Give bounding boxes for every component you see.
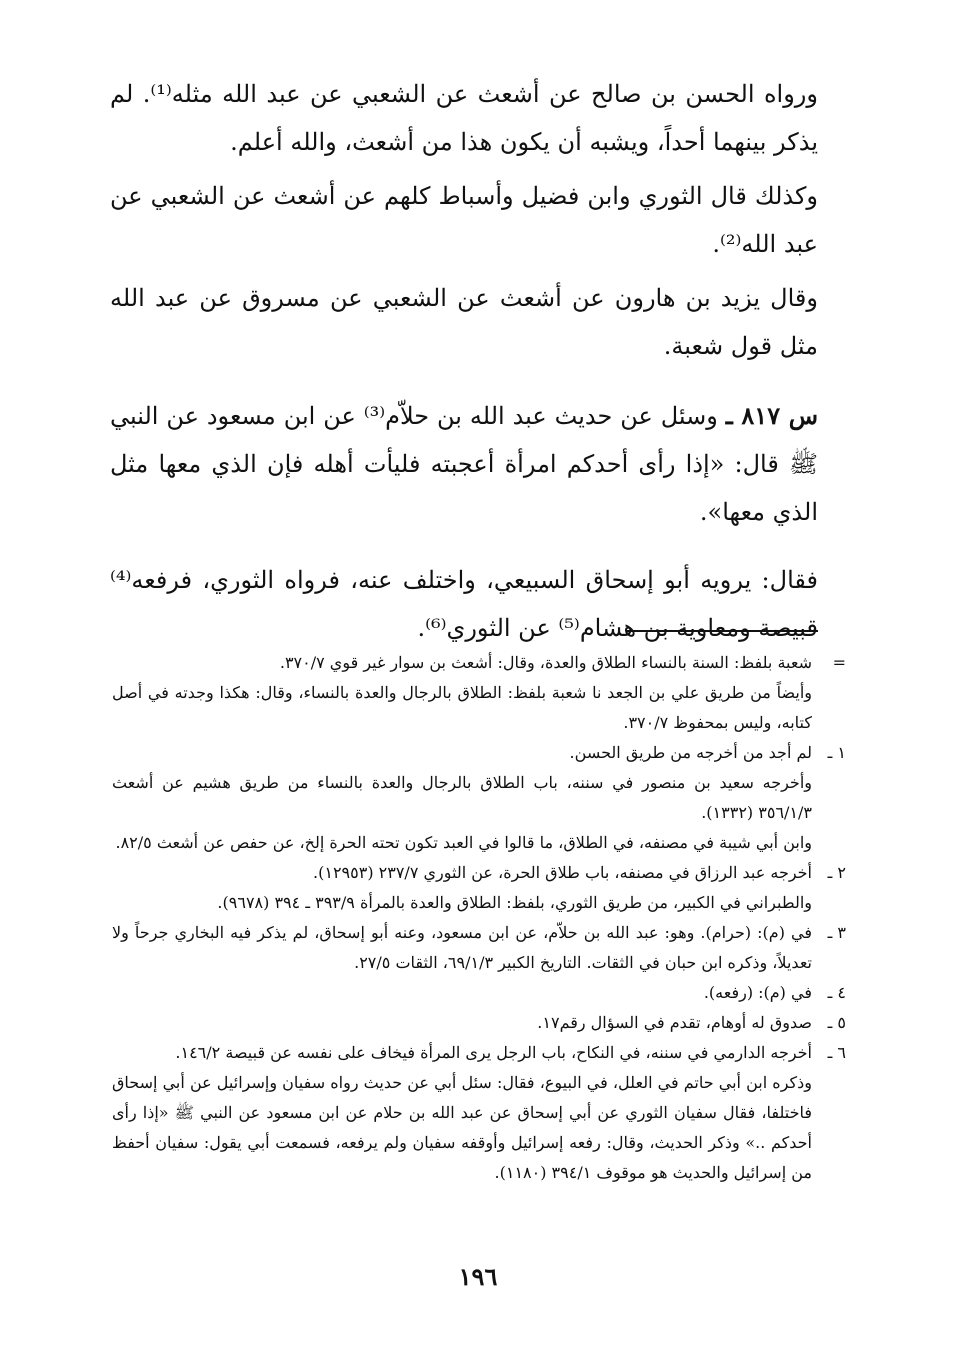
footnote-line: في (م): (رفعه). — [703, 983, 812, 1002]
footnote-separator — [626, 630, 818, 632]
footnote-body — [112, 738, 812, 858]
footnote-item — [112, 1008, 846, 1038]
page-number: ١٩٦ — [458, 1262, 498, 1291]
footnote-marker: ٢ ـ — [827, 863, 846, 882]
footnote-marker: ٦ ـ — [827, 1043, 846, 1062]
footnote-marker: ٥ ـ — [827, 1013, 846, 1032]
paragraph-1: ورواه الحسن بن صالح عن أشعث عن الشعبي عن عبد الله مثله⁽¹⁾. لم يذكر بينهما أحداً، ويشبه أن يكون هذا من أشعث، والله أعلم. — [110, 80, 818, 156]
footnote-body — [112, 1008, 812, 1038]
footnote-line: والطبراني في الكبير، من طريق الثوري، بلفظ: الطلاق والعدة بالمرأة ٣٩٣/٩ ـ ٣٩٤ (٩٦٧٨). — [217, 893, 812, 912]
footnote-item — [112, 918, 846, 978]
footnote-body — [112, 978, 812, 1008]
main-text-block — [110, 70, 818, 658]
footnote-marker: ١ ـ — [827, 743, 846, 762]
footnote-line: وأيضاً من طريق علي بن الجعد نا شعبة بلفظ: الطلاق بالرجال والعدة بالنساء، وقال: هكذا وجدته في أصل كتابه، وليس بمحفوظ ٣٧٠/٧. — [112, 683, 813, 732]
footnote-item — [112, 648, 846, 738]
footnote-item — [112, 1038, 846, 1188]
footnote-marker: ٤ ـ — [827, 983, 846, 1002]
footnotes-section — [112, 648, 846, 1188]
footnote-item — [112, 978, 846, 1008]
footnote-line: وذكره ابن أبي حاتم في العلل، في البيوع، فقال: سئل أبي عن حديث رواه سفيان وإسرائيل عن أبي إسحاق فاختلفا، فقال سفيان الثوري عن أبي إسحاق عن عبد الله بن حلام عن ابن مسعود عن النبي ﷺ «إذا رأى أحدكم ..» وذكر الحديث، وقال: رفعه إسرائيل وأوقفه سفيان ولم يرفعه، فسمعت أبي يقول: سفيان أحفظ من إسرائيل والحديث هو موقوف ٣٩٤/١ (١١٨٠). — [112, 1073, 812, 1182]
footnote-body — [112, 1038, 812, 1188]
paragraph-2: وكذلك قال الثوري وابن فضيل وأسباط كلهم عن أشعث عن الشعبي عن عبد الله⁽²⁾. — [110, 182, 818, 258]
footnote-line: شعبة بلفظ: السنة بالنساء الطلاق والعدة، وقال: أشعث بن سوار غير قوي ٣٧٠/٧. — [279, 653, 812, 672]
footnote-line: لم أجد من أخرجه من طريق الحسن. — [569, 743, 812, 762]
footnote-line: صدوق له أوهام، تقدم في السؤال رقم١٧. — [537, 1013, 812, 1032]
footnote-body — [112, 648, 812, 738]
answer-paragraph: فقال: يرويه أبو إسحاق السبيعي، واختلف عنه، فرواه الثوري، فرفعه⁽⁴⁾ قبيصة ومعاوية بن هشام⁽⁵⁾ عن الثوري⁽⁶⁾. — [110, 566, 818, 642]
footnote-line: وابن أبي شيبة في مصنفه، في الطلاق، ما قالوا في العبد تكون تحته الحرة إلخ، عن حفص عن أشعث ٨٢/٥. — [115, 833, 812, 852]
footnote-marker: ٣ ـ — [827, 923, 846, 942]
question-paragraph — [110, 392, 818, 536]
footnote-marker: = — [832, 653, 846, 672]
footnote-line: وأخرجه سعيد بن منصور في سننه، باب الطلاق بالرجال والعدة بالنساء من طريق هشيم عن أشعث ٣٥٦/١/٣ (١٣٣٢). — [112, 773, 812, 822]
footnote-line: أخرجه الدارمي في سننه، في النكاح، باب الرجل يرى المرأة فيخاف على نفسه عن قبيصة ١٤٦/٢. — [175, 1043, 812, 1062]
footnote-body — [112, 918, 812, 978]
footnote-line: أخرجه عبد الرزاق في مصنفه، باب طلاق الحرة، عن الثوري ٢٣٧/٧ (١٢٩٥٣). — [313, 863, 812, 882]
footnote-item — [112, 738, 846, 858]
paragraph-3: وقال يزيد بن هارون عن أشعث عن الشعبي عن مسروق عن عبد الله مثل قول شعبة. — [110, 284, 818, 360]
question-label: س ٨١٧ ـ — [725, 401, 819, 430]
question-text: وسئل عن حديث عبد الله بن حلاّم⁽³⁾ عن ابن مسعود عن النبي ﷺ قال: «إذا رأى أحدكم امرأة أعجبته فليأت أهله فإن الذي معها مثل الذي معها». — [110, 402, 818, 526]
footnote-item — [112, 858, 846, 918]
footnote-body — [112, 858, 812, 918]
footnote-line: في (م): (حرام). وهو: عبد الله بن حلاّم، عن ابن مسعود، وعنه أبو إسحاق، لم يذكر فيه البخاري جرحاً ولا تعديلاً، وذكره ابن حبان في الثقات. التاريخ الكبير ٦٩/١/٣، الثقات ٢٧/٥. — [112, 923, 812, 972]
